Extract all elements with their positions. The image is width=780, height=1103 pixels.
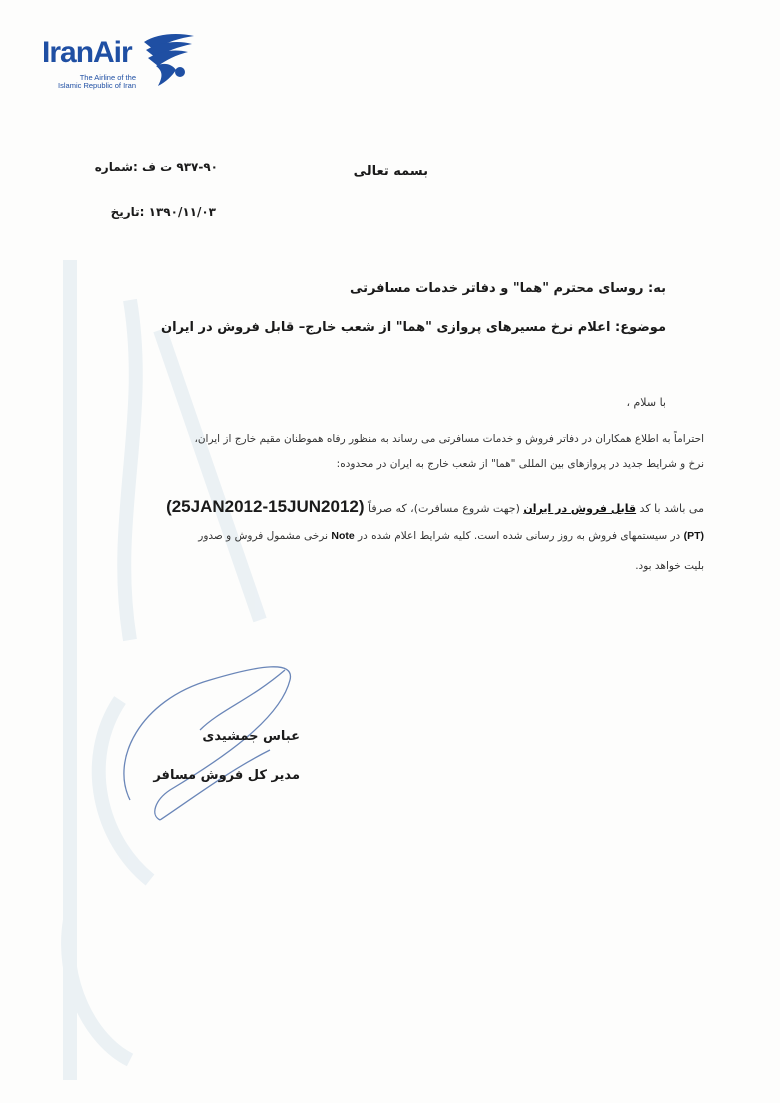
date-range-line — [166, 497, 704, 517]
note-word: Note — [331, 530, 355, 542]
date-range: (25JAN2012-15JUN2012) — [166, 497, 365, 516]
body-paragraph-line1: احتراماً به اطلاع همکاران در دفاتر فروش و خدمات مسافرتی می رساند به منظور رفاه هموطنان مقیم خارج از ایران، — [194, 433, 704, 445]
signatory-title: مدیر کل فروش مسافر — [153, 768, 300, 783]
logo-wordmark: IranAir — [42, 36, 132, 69]
iranair-logo — [38, 32, 208, 94]
fare-code: (PT) — [683, 530, 704, 542]
para3-text: در سیستمهای فروش به روز رسانی شده است. کلیه شرایط اعلام شده در — [358, 530, 681, 542]
recipient-line: به: روسای محترم "هما" و دفاتر خدمات مسافرتی — [349, 281, 666, 296]
body-paragraph-line2: نرخ و شرایط جدید در پروازهای بین المللی "هما" از شعب خارج به ایران در محدوده: — [336, 458, 704, 470]
para3-end: نرخی مشمول فروش و صدور — [198, 530, 329, 542]
homa-bird-icon — [136, 32, 196, 88]
date-range-note: (جهت شروع مسافرت)، که صرفاً — [368, 502, 520, 515]
logo-tagline-line1: The Airline of the — [79, 73, 136, 82]
subject-line: موضوع: اعلام نرخ مسیرهای پروازی "هما" از شعب خارج– قابل فروش در ایران — [161, 320, 666, 335]
bismillah-heading: بسمه تعالی — [353, 164, 428, 179]
body-paragraph-line4: بلیت خواهد بود. — [635, 560, 704, 572]
signatory-name: عباس جمشیدی — [202, 729, 300, 744]
letter-number: ۹۳۷-۹۰ ت ف :شماره — [94, 160, 218, 174]
logo-tagline — [38, 74, 136, 90]
letter-date: ۱۳۹۰/۱۱/۰۳ :تاریخ — [110, 205, 216, 219]
greeting: با سلام ، — [626, 396, 666, 409]
sale-in-iran-phrase: قابل فروش در ایران — [523, 502, 637, 515]
code-intro: می باشد با کد — [639, 502, 704, 515]
logo-tagline-line2: Islamic Republic of Iran — [58, 81, 136, 90]
body-paragraph-line3 — [198, 530, 704, 542]
